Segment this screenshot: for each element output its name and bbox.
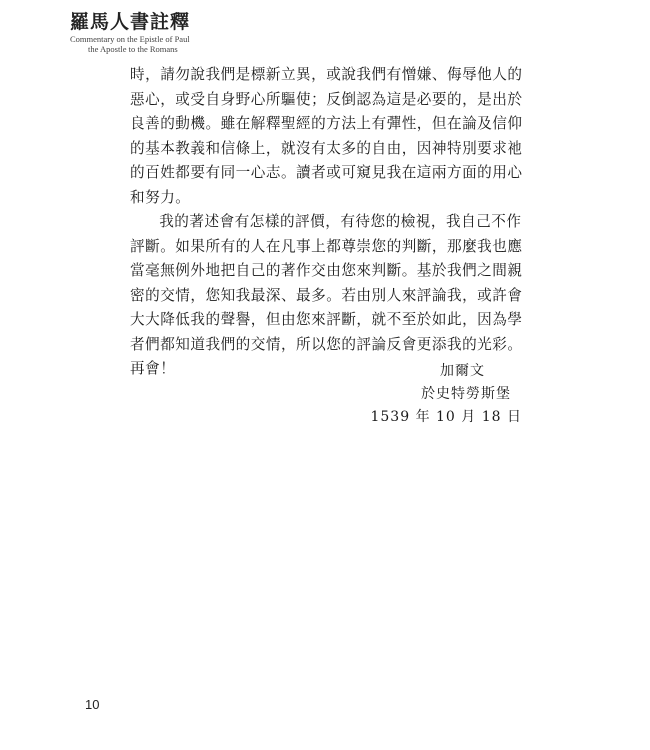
date: 1539 年 10 月 18 日 bbox=[370, 409, 522, 425]
author-name: 加爾文 bbox=[440, 363, 485, 379]
book-title: 羅馬人書註釋 bbox=[70, 11, 191, 33]
running-header bbox=[70, 10, 230, 54]
paragraph-evaluation: 我的著述會有怎樣的評價，有待您的檢視，我自己不作評斷。如果所有的人在凡事上都尊崇您的判斷，那麼我也應當毫無例外地把自己的著作交由您來判斷。基於我們之間親密的交情，您知我最深、最多。若由別人來評論我，或許會大大降低我的聲譽，但由您來評斷，就不至於如此，因為學者們都知道我們的交情，所以您的評論反會更添我的光彩。再會！ bbox=[130, 213, 523, 377]
book-subtitle-line-2: the Apostle to the Romans bbox=[88, 44, 178, 54]
page-number: 10 bbox=[85, 697, 100, 712]
place: 於史特勞斯堡 bbox=[421, 386, 511, 402]
book-subtitle-line-1: Commentary on the Epistle of Paul bbox=[70, 34, 190, 44]
signature-block bbox=[362, 360, 522, 429]
paragraph-continued: 時，請勿說我們是標新立異，或說我們有憎嫌、侮辱他人的惡心，或受自身野心所驅使；反倒認為這是必要的，是出於良善的動機。雖在解釋聖經的方法上有彈性，但在論及信仰的基本教義和信條上，就沒有太多的自由，因神特別要求祂的百姓都要有同一心志。讀者或可窺見我在這兩方面的用心和努力。 bbox=[130, 66, 523, 206]
body-text bbox=[130, 63, 528, 382]
